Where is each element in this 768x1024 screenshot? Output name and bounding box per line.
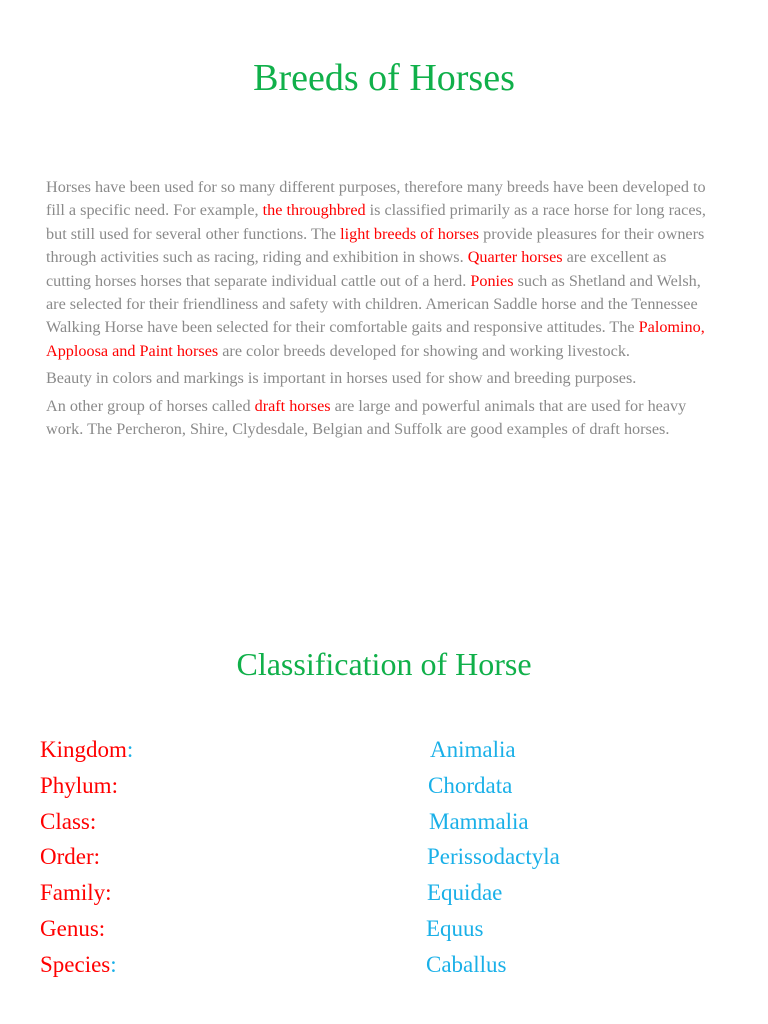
classification-row bbox=[40, 732, 720, 768]
text-segment: are excellent as cutting horses horses that separate individual cattle out of a herd. bbox=[46, 248, 667, 290]
paragraph bbox=[46, 395, 714, 442]
paragraph bbox=[46, 367, 714, 390]
breeds-description bbox=[46, 176, 714, 445]
highlighted-term: Quarter horses bbox=[467, 248, 563, 267]
highlighted-term: Palomino, Apploosa and Paint horses bbox=[46, 318, 705, 360]
classification-row bbox=[40, 804, 720, 840]
rank-value: Caballus bbox=[426, 951, 507, 977]
classification-row bbox=[40, 839, 720, 875]
rank-value: Equidae bbox=[427, 880, 503, 906]
rank-value: Chordata bbox=[428, 772, 513, 798]
rank-label: Species: bbox=[40, 951, 117, 977]
highlighted-term: the throughbred bbox=[262, 201, 366, 220]
rank-label: Phylum: bbox=[40, 772, 118, 798]
rank-value: Mammalia bbox=[429, 808, 529, 834]
page-title: Breeds of Horses bbox=[253, 57, 515, 99]
text-segment: are large and powerful animals that are used for heavy work. The Percheron, Shire, Clydesdale, Belgian and Suffolk are good examples of draft horses. bbox=[46, 396, 687, 439]
paragraph bbox=[46, 176, 714, 363]
rank-value: Equus bbox=[426, 915, 484, 941]
highlighted-term: light breeds of horses bbox=[340, 224, 480, 243]
highlighted-term: draft horses bbox=[254, 396, 331, 415]
classification-title: Classification of Horse bbox=[236, 646, 532, 682]
rank-value: Animalia bbox=[430, 737, 516, 762]
rank-label: Class: bbox=[40, 808, 97, 834]
text-segment: provide pleasures for their owners through activities such as racing, riding and exhibition in shows. bbox=[46, 224, 705, 267]
rank-label: Genus: bbox=[40, 915, 106, 941]
text-segment: Beauty in colors and markings is important in horses used for show and breeding purposes. bbox=[46, 369, 637, 388]
text-segment: are color breeds developed for showing and working livestock. bbox=[218, 341, 630, 360]
text-segment: is classified primarily as a race horse for long races, but still used for several other functions. The bbox=[46, 201, 706, 243]
classification-row bbox=[40, 947, 720, 983]
classification-table bbox=[40, 732, 720, 983]
text-segment: An other group of horses called bbox=[46, 396, 255, 415]
rank-label: Order: bbox=[40, 844, 101, 870]
classification-row bbox=[40, 875, 720, 911]
rank-label: Family: bbox=[40, 880, 112, 906]
classification-row bbox=[40, 768, 720, 804]
rank-value: Perissodactyla bbox=[427, 844, 560, 870]
text-segment: Horses have been used for so many different purposes, therefore many breeds have been developed to fill a specific need. For example, bbox=[46, 178, 706, 220]
text-segment: such as Shetland and Welsh, are selected for their friendliness and safety with children. American Saddle horse and the Tennessee Walking Horse have been selected for their comfortable gaits and responsive attitudes. The bbox=[46, 271, 701, 337]
rank-label: Kingdom: bbox=[40, 737, 134, 762]
highlighted-term: Ponies bbox=[470, 271, 514, 290]
classification-row bbox=[40, 911, 720, 947]
